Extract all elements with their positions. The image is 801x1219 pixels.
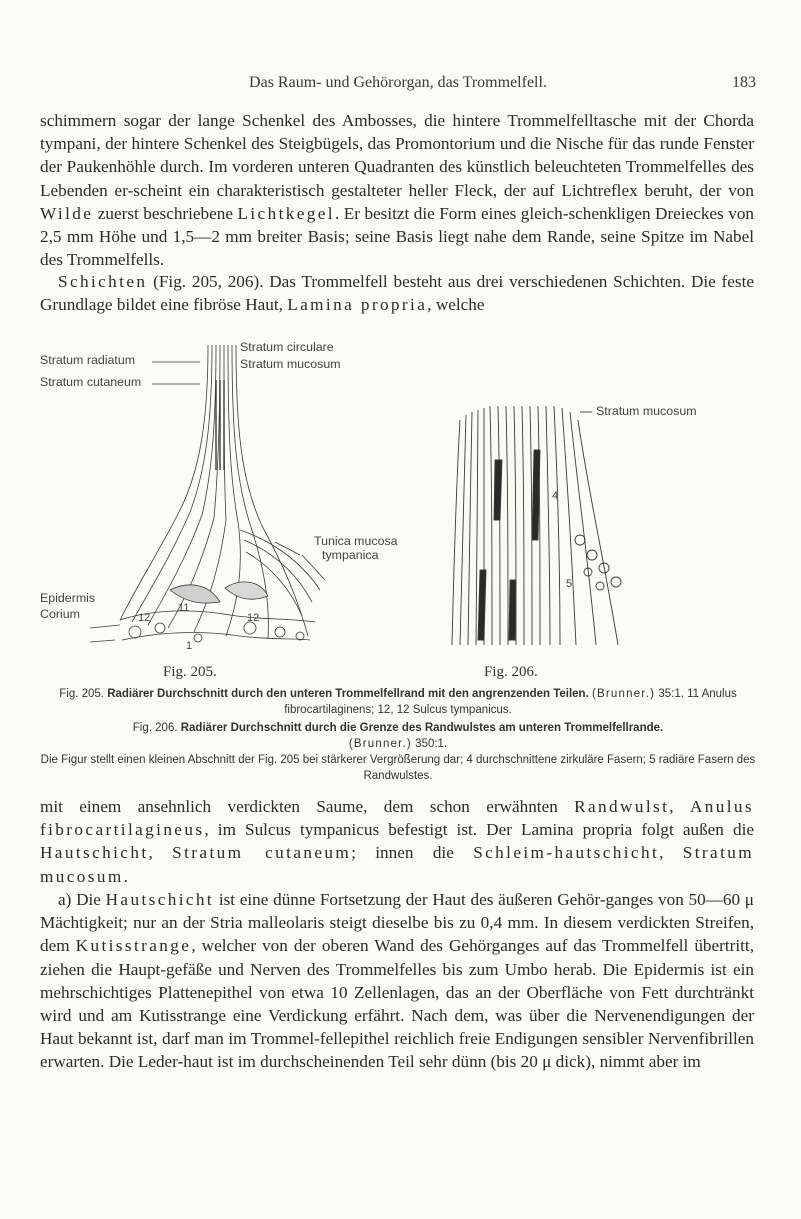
caption-label: Fig. 205.	[59, 688, 104, 700]
caption-author: (Brunner.)	[591, 688, 656, 700]
text: ,	[148, 843, 173, 863]
label-stratum-radiatum: Stratum radiatum	[40, 353, 136, 367]
label-tunica-mucosa: Tunica mucosa	[314, 534, 398, 548]
term-stratum-mucosum: Stratum mucosum	[40, 843, 755, 886]
label-stratum-cutaneum: Stratum cutaneum	[40, 375, 142, 389]
label-stratum-circulare: Stratum circulare	[240, 340, 334, 354]
page-number: 183	[732, 74, 756, 91]
caption-label: Fig. 206.	[132, 722, 178, 734]
text: ; innen die	[351, 843, 474, 863]
caption-author: (Brunner.)	[348, 738, 412, 750]
caption-fig205	[40, 686, 756, 718]
label-12b: 12	[247, 612, 260, 624]
fig205-illustration	[90, 345, 325, 642]
term-randwulst: Randwulst	[574, 797, 670, 816]
label-stratum-mucosum-205: Stratum mucosum	[240, 357, 341, 371]
label-stratum-mucosum-206: Stratum mucosum	[596, 404, 697, 418]
caption-title: Radiärer Durchschnitt durch die Grenze des Randwulstes am unteren Trommelfellrande.	[180, 722, 664, 734]
term-kutisstrange: Kutisstrange	[75, 936, 192, 956]
text: mit einem ansehnlich verdickten Saume, dem schon erwähnten	[40, 797, 575, 816]
term-schichten: Schichten	[58, 272, 148, 291]
text: zuerst beschriebene	[93, 203, 238, 223]
name-wilde: Wilde	[40, 203, 94, 223]
label-11: 11	[178, 602, 190, 614]
text: (Fig. 205, 206). Das Trommelfell besteht aus drei verschiedenen Schichten. Die feste Grundlage bildet eine fibröse Haut,	[40, 272, 754, 315]
fig206-number: Fig. 206.	[484, 664, 538, 680]
term-schleimhautschicht: Schleim-hautschicht	[473, 843, 660, 863]
text: ,	[659, 843, 683, 863]
text: , im Sulcus tympanicus befestigt ist. Der Lamina propria folgt außen die	[204, 820, 754, 840]
caption-scale: 350:1.	[415, 738, 448, 750]
fig205-number: Fig. 205.	[163, 664, 217, 680]
text: ,	[669, 797, 690, 816]
paragraph-4	[40, 888, 754, 1074]
term-lamina-propria: Lamina propria	[287, 295, 428, 315]
page-header	[40, 74, 756, 98]
caption-fig206	[40, 720, 756, 784]
caption-text: 35:1. 11 Anulus fibrocartilaginens; 12, 12 Sulcus tympanicus.	[284, 688, 737, 716]
text: , welcher von der oberen Wand des Gehörganges auf das Trommelfell übertritt, ziehen die Haupt-gefäße und Nerven des Trommelfelles bis zum Umbo herab. Die Epidermis ist ein mehrschichtiges Plattenepithel von etwa 10 Zellenlagen, das an der Oberfläche von Fett durchtränkt wird und am Kutisstrange eine Verdickung erfährt. Nach dem, was über die Nervenendigungen der Haut bekannt ist, darf man im Trommel-fellepithel reichlich freie Endigungen sensibler Nervenfibrillen erwarten. Die Leder-haut ist im durchscheinenden Teil sehr dünn (bis 20 μ dick), nimmt aber im	[40, 936, 754, 1072]
label-epidermis: Epidermis	[40, 591, 96, 605]
term-lichtkegel: Lichtkegel	[237, 203, 335, 223]
paragraph-1	[40, 109, 754, 271]
label-4: 4	[552, 490, 559, 502]
term-anulus: Anulus fibrocartilagineus	[40, 797, 755, 840]
text: .	[123, 866, 128, 886]
label-corium: Corium	[40, 607, 80, 621]
term-hautschicht: Hautschicht	[105, 890, 215, 909]
text: schimmern sogar der lange Schenkel des Ambosses, die hintere Trommelfelltasche mit der Chorda tympani, der hintere Schenkel des Steigbügels, das Promontorium und die Nische für das runde Fenster der Paukenhöhle durch. Im vorderen unteren Quadranten des künstlich beleuchteten Trommelfelles des Lebenden er-scheint ein charakteristisch gestalteter heller Fleck, der auf Lichtreflex beruht, der von	[40, 111, 754, 200]
label-12a: 12	[138, 612, 151, 624]
text: . Er besitzt die Form eines gleich-schenkligen Dreieckes von 2,5 mm Höhe und 1,5—2 mm breiter Basis; seine Basis liegt nahe dem Rande, seine Spitze im Nabel des Trommelfells.	[40, 203, 755, 270]
text: , welche	[427, 295, 485, 315]
fig206-illustration	[452, 406, 621, 645]
term-hautschicht: Hautschicht	[40, 843, 149, 863]
label-5: 5	[566, 578, 573, 590]
running-title: Das Raum- und Gehörorgan, das Trommelfell.	[249, 74, 547, 91]
caption-title: Radiärer Durchschnitt durch den unteren Trommelfellrand mit den angrenzenden Teilen.	[107, 688, 589, 700]
term-stratum-cutaneum: Stratum cutaneum	[172, 843, 352, 863]
text: a) Die	[58, 890, 106, 909]
caption-text: Die Figur stellt einen kleinen Abschnitt der Fig. 205 bei stärkerer Vergrößerung dar; 4 durchschnittene zirkuläre Fasern; 5 radiäre Fasern des Randwulstes.	[40, 754, 756, 782]
figure-area	[40, 340, 756, 660]
paragraph-3	[40, 795, 754, 888]
label-tympanica: tympanica	[322, 548, 379, 562]
paragraph-2	[40, 270, 754, 316]
label-1: 1	[186, 640, 193, 652]
text: ist eine dünne Fortsetzung der Haut des äußeren Gehör-ganges von 50—60 μ Mächtigkeit; nur an der Stria malleolaris steigt dieselbe bis zu 0,4 mm. In diesem verdickten Streifen, dem	[40, 890, 754, 956]
